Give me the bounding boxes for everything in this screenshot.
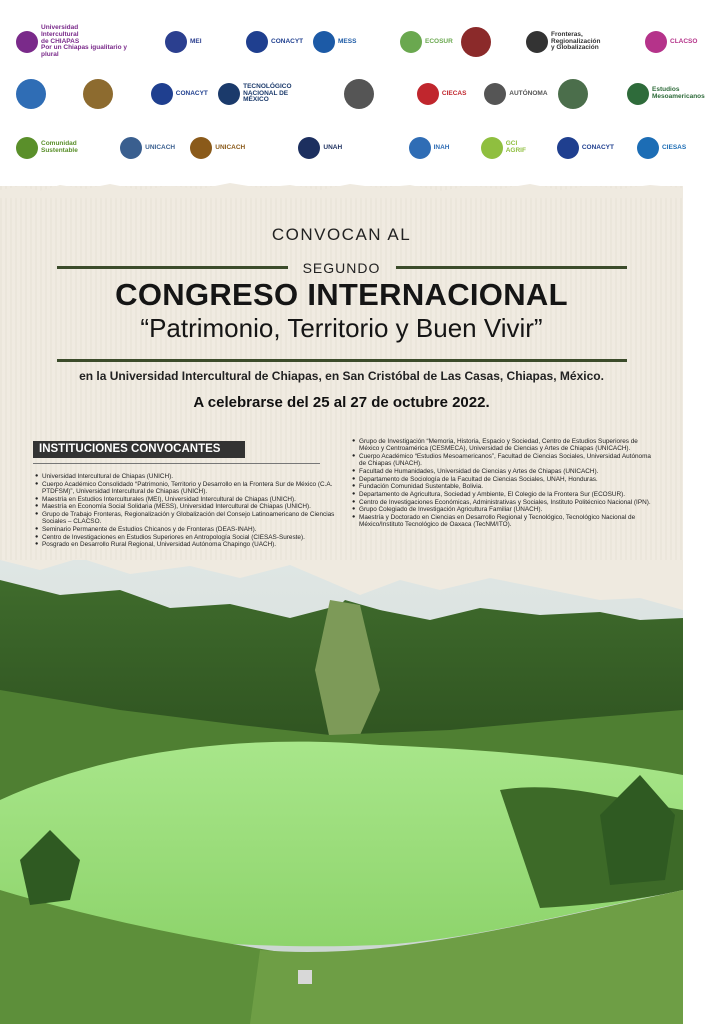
logo-unah-icon	[298, 137, 320, 159]
institutions-heading: INSTITUCIONES CONVOCANTES	[33, 441, 245, 458]
rule-bottom	[57, 359, 627, 362]
institution-item: ● Cuerpo Académico “Estudios Mesoamericanos”, Facultad de Ciencias Sociales, Universidad Autónoma de Chiapas (UNACH).	[352, 453, 652, 468]
logo-unicach1	[120, 128, 176, 168]
logo-mei-icon	[165, 31, 187, 53]
logo-autonoma-icon	[484, 83, 506, 105]
logo-comunidad-icon	[16, 137, 38, 159]
logo-mei-label: MEI	[190, 37, 202, 45]
logo-fronteras	[526, 22, 614, 62]
lake-landscape-photo	[0, 560, 683, 1024]
logo-unicach1-icon	[120, 137, 142, 159]
logo-clacso	[645, 22, 698, 62]
logo-mesoamericanos-label: Estudios Mesoamericanos	[652, 86, 705, 100]
logo-r2h	[558, 74, 594, 114]
logo-mess	[313, 22, 369, 62]
logo-conacyt2-icon	[151, 83, 173, 105]
logo-ciesas	[637, 128, 687, 168]
logo-unicach1-label: UNICACH	[145, 143, 176, 151]
logo-fronteras-label: Fronteras, Regionalización y Globalización	[551, 30, 601, 52]
segundo-label: SEGUNDO	[302, 260, 381, 276]
convocan-heading: CONVOCAN AL	[271, 225, 412, 244]
logo-conacyt1-icon	[246, 31, 268, 53]
logo-mess-icon	[313, 31, 335, 53]
torn-paper-edge	[0, 176, 683, 198]
venue-text: en la Universidad Intercultural de Chiapas, en San Cristóbal de Las Casas, Chiapas, México.	[79, 369, 604, 383]
institution-item: ● Maestría en Economía Social Solidaria (MESS), Universidad Intercultural de Chiapas (UNICH).	[35, 503, 335, 510]
institution-item: ● Departamento de Agricultura, Sociedad y Ambiente, El Colegio de la Frontera Sur (ECOSUR).	[352, 491, 652, 498]
logo-ecosur-label: ECOSUR	[425, 37, 453, 45]
logo-r2h-icon	[558, 79, 588, 109]
logo-band	[0, 0, 705, 190]
institution-item: ● Grupo de Investigación “Memoria, Historia, Espacio y Sociedad, Centro de Estudios Superiores de México y Centroamérica (CESMECA), Universidad de Ciencias y Artes de Chiapas (UNICACH).	[352, 438, 652, 453]
logo-r2b-icon	[83, 79, 113, 109]
institution-item: ● Cuerpo Académico Consolidado “Patrimonio, Territorio y Desarrollo en la Frontera Sur de México (C.A. PTDFSM)”, Universidad Intercultural de Chiapas (UNICH).	[35, 481, 335, 496]
congress-subtitle: “Patrimonio, Territorio y Buen Vivir”	[140, 313, 543, 343]
institution-item: ● Centro de Investigaciones en Estudios Superiores en Antropología Social (CIESAS-Sureste).	[35, 534, 335, 541]
logo-conacyt2	[151, 74, 208, 114]
logo-r2b	[83, 74, 117, 114]
logo-unicach2	[190, 128, 262, 168]
logo-unich-icon	[16, 31, 38, 53]
logo-comunidad-label: Comunidad Sustentable	[41, 140, 78, 154]
logo-deas-icon	[344, 79, 374, 109]
institution-item: ● Universidad Intercultural de Chiapas (UNICH).	[35, 473, 335, 480]
institution-item: ● Maestría en Estudios Interculturales (MEI), Universidad Intercultural de Chiapas (UNICH).	[35, 496, 335, 503]
logo-r2a	[16, 74, 50, 114]
logo-comunidad	[16, 128, 84, 168]
logo-agrif-icon	[481, 137, 503, 159]
logo-uach-icon	[461, 27, 491, 57]
logo-uach	[461, 22, 495, 62]
logo-ecosur-icon	[400, 31, 422, 53]
logo-conacyt3-label: CONACYT	[581, 143, 614, 151]
logo-tecnm-label: TECNOLÓGICO NACIONAL DE MÉXICO	[243, 82, 292, 104]
logo-unah	[298, 128, 372, 168]
logo-ciesas-label: CIESAS	[661, 143, 687, 151]
logo-ciecas-label: CIECAS	[441, 89, 467, 97]
institution-item: ● Maestría y Doctorado en Ciencias en Desarrollo Regional y Tecnológico, Tecnológico Nacional de México/Instituto Tecnológico de Oaxaca (TecNM/ITO).	[352, 514, 652, 529]
logo-ciecas	[417, 74, 467, 114]
institution-item: ● Facultad de Humanidades, Universidad de Ciencias y Artes de Chiapas (UNICACH).	[352, 468, 652, 475]
logo-r2a-icon	[16, 79, 46, 109]
logo-unich	[16, 22, 134, 62]
logo-mesoamericanos	[627, 74, 705, 114]
logo-unicach2-label: UNICACH	[215, 143, 246, 151]
logo-clacso-label: CLACSO	[670, 37, 698, 45]
logo-mess-label: MESS	[338, 37, 357, 45]
logo-row-2	[16, 74, 705, 114]
logo-autonoma-label: AUTÓNOMA	[509, 89, 548, 97]
logo-unah-label: UNAH	[323, 143, 343, 151]
institution-item: ● Posgrado en Desarrollo Rural Regional, Universidad Autónoma Chapingo (UACH).	[35, 541, 335, 548]
logo-conacyt3	[557, 128, 614, 168]
institution-item: ● Centro de Investigaciones Económicas, Administrativas y Sociales, Instituto Politécnico Nacional (IPN).	[352, 499, 652, 506]
institutions-divider	[33, 463, 320, 464]
institution-item: ● Seminario Permanente de Estudios Chicanos y de Fronteras (DEAS-INAH).	[35, 526, 335, 533]
date-text: A celebrarse del 25 al 27 de octubre 2022.	[193, 394, 490, 411]
logo-tecnm-icon	[218, 83, 240, 105]
institutions-list-right	[352, 438, 652, 529]
logo-fronteras-icon	[526, 31, 548, 53]
logo-inah-icon	[409, 137, 431, 159]
logo-inah	[409, 128, 450, 168]
logo-deas	[344, 74, 384, 114]
logo-mesoamericanos-icon	[627, 83, 649, 105]
logo-ciesas-icon	[637, 137, 659, 159]
institution-item: ● Grupo de Trabajo Fronteras, Regionalización y Globalización del Consejo Latinoamericano de Ciencias Sociales – CLACSO.	[35, 511, 335, 526]
logo-autonoma	[484, 74, 548, 114]
logo-mei	[165, 22, 215, 62]
logo-ecosur	[400, 22, 453, 62]
logo-inah-label: INAH	[433, 143, 450, 151]
institutions-list-left	[35, 473, 335, 549]
logo-tecnm	[218, 74, 310, 114]
logo-unicach2-icon	[190, 137, 212, 159]
logo-agrif	[481, 128, 526, 168]
institution-item: ● Fundación Comunidad Sustentable, Bolivia.	[352, 483, 652, 490]
congress-title: CONGRESO INTERNACIONAL	[115, 277, 568, 312]
logo-conacyt1	[246, 22, 304, 62]
logo-row-1	[16, 22, 698, 62]
logo-unich-label: Universidad Intercultural de CHIAPAS Por un Chiapas igualitario y plural	[41, 23, 127, 59]
logo-conacyt2-label: CONACYT	[175, 89, 208, 97]
logo-ciecas-icon	[417, 83, 439, 105]
logo-row-3	[16, 128, 687, 168]
institution-item: ● Departamento de Sociología de la Facultad de Ciencias Sociales, UNAH, Honduras.	[352, 476, 652, 483]
logo-conacyt3-icon	[557, 137, 579, 159]
logo-agrif-label: GCI AGRIF	[505, 140, 526, 154]
logo-clacso-icon	[645, 31, 667, 53]
logo-conacyt1-label: CONACYT	[271, 37, 304, 45]
institution-item: ● Grupo Colegiado de Investigación Agricultura Familiar (UNACH).	[352, 506, 652, 513]
